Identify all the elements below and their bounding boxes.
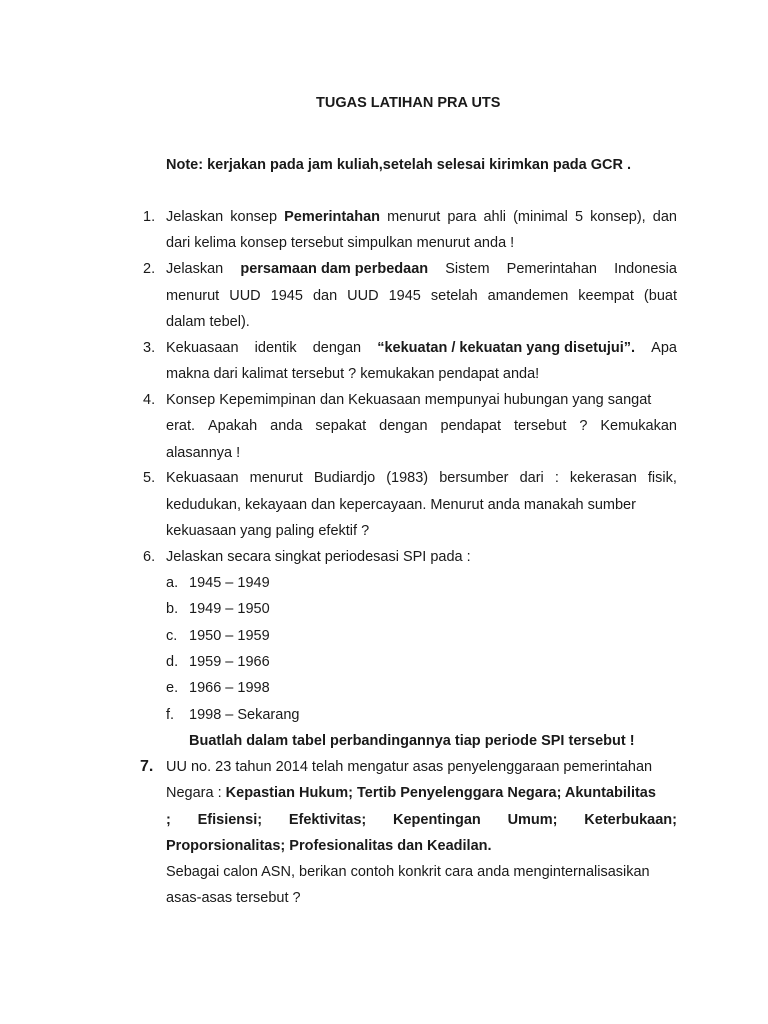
word: Kepentingan: [392, 812, 481, 828]
word: dari: [519, 470, 544, 486]
word: ;: [166, 812, 171, 828]
q6-item-text: 1959 – 1966: [189, 654, 270, 670]
word: Kemukakan: [600, 418, 677, 434]
word: fisik,: [647, 470, 677, 486]
q6-line-1: Jelaskan secara singkat periodesasi SPI pada :: [166, 549, 471, 565]
word: Jelaskan: [166, 209, 224, 225]
q5-number: 5.: [143, 470, 156, 486]
word: 1945: [270, 288, 303, 304]
q2-line-2: [166, 287, 677, 305]
word: Efektivitas;: [288, 812, 367, 828]
q1-number: 1.: [143, 209, 156, 225]
word: Keterbukaan;: [584, 812, 677, 828]
word: Kekuasaan: [166, 340, 239, 356]
word: setelah: [430, 288, 478, 304]
q6-item-label: e.: [166, 680, 179, 696]
word: anda: [270, 418, 303, 434]
q6-item-text: 1966 – 1998: [189, 680, 270, 696]
word: ahli: [483, 209, 507, 225]
word: Pemerintahan: [506, 261, 597, 277]
q1-line-2: dari kelima konsep tersebut simpulkan menurut anda !: [166, 235, 515, 251]
word-bold: “kekuatan / kekuatan yang disetujui”.: [377, 340, 636, 356]
q6-number: 6.: [143, 549, 156, 565]
q2-line-1: [166, 260, 677, 278]
word: Apakah: [207, 418, 258, 434]
word: identik: [254, 340, 297, 356]
document-title: TUGAS LATIHAN PRA UTS: [316, 95, 501, 111]
q5-line-2: kedudukan, kekayaan dan kepercayaan. Menurut anda manakah sumber: [166, 497, 636, 513]
word: Apa: [651, 340, 677, 356]
q6-item-label: a.: [166, 575, 179, 591]
q6-closing: Buatlah dalam tabel perbandingannya tiap periode SPI tersebut !: [189, 733, 635, 749]
text: Negara :: [166, 785, 226, 801]
word: sepakat: [315, 418, 367, 434]
word: bersumber: [439, 470, 509, 486]
word: Umum;: [507, 812, 558, 828]
q4-number: 4.: [143, 392, 156, 408]
word: (buat: [643, 288, 677, 304]
q2-number: 2.: [143, 261, 156, 277]
q7-line-1: UU no. 23 tahun 2014 telah mengatur asas penyelenggaraan pemerintahan: [166, 759, 653, 775]
word: 1945: [388, 288, 421, 304]
word: pendapat: [440, 418, 501, 434]
q7-line-3: [166, 811, 677, 829]
q6-item-text: 1945 – 1949: [189, 575, 270, 591]
word: :: [554, 470, 559, 486]
word: Jelaskan: [166, 261, 224, 277]
word: dan: [652, 209, 677, 225]
word: dengan: [379, 418, 428, 434]
q4-line-2: [166, 417, 677, 435]
word: (1983): [386, 470, 429, 486]
word: (minimal: [513, 209, 568, 225]
q6-item-label: f.: [166, 707, 175, 723]
word: kekerasan: [569, 470, 637, 486]
word: tersebut: [513, 418, 567, 434]
word: ?: [579, 418, 588, 434]
q7-number: 7.: [140, 758, 154, 775]
word: Kekuasaan: [166, 470, 239, 486]
q7-line-5: Sebagai calon ASN, berikan contoh konkrit cara anda menginternalisasikan: [166, 864, 650, 880]
word: 5: [574, 209, 584, 225]
word: Budiardjo: [313, 470, 376, 486]
word: erat.: [166, 418, 196, 434]
word-bold: Pemerintahan: [284, 209, 381, 225]
text-bold: Kepastian Hukum; Tertib Penyelenggara Negara; Akuntabilitas: [225, 785, 656, 801]
q6-item-label: d.: [166, 654, 179, 670]
word: dengan: [312, 340, 362, 356]
q4-line-1: Konsep Kepemimpinan dan Kekuasaan mempunyai hubungan yang sangat: [166, 392, 652, 408]
q5-line-1: [166, 469, 677, 487]
word: UUD: [229, 288, 261, 304]
word: amandemen: [487, 288, 569, 304]
word: menurut: [249, 470, 303, 486]
q6-item-text: 1998 – Sekarang: [189, 707, 300, 723]
note-text: Note: kerjakan pada jam kuliah,setelah selesai kirimkan pada GCR .: [166, 157, 631, 173]
word: Sistem: [445, 261, 490, 277]
q7-line-4: Proporsionalitas; Profesionalitas dan Keadilan.: [166, 838, 492, 854]
q3-number: 3.: [143, 340, 156, 356]
word: Indonesia: [614, 261, 677, 277]
word: para: [447, 209, 477, 225]
word: UUD: [347, 288, 379, 304]
q7-line-2: [166, 784, 656, 802]
word: menurut: [387, 209, 441, 225]
q7-line-6: asas-asas tersebut ?: [166, 890, 301, 906]
word: konsep: [230, 209, 278, 225]
q6-item-text: 1949 – 1950: [189, 601, 270, 617]
q6-item-text: 1950 – 1959: [189, 628, 270, 644]
word: keempat: [578, 288, 634, 304]
q3-line-1: [166, 339, 677, 357]
word: menurut: [166, 288, 220, 304]
q2-line-3: dalam tebel).: [166, 314, 250, 330]
q6-item-label: b.: [166, 601, 179, 617]
q4-line-3: alasannya !: [166, 445, 241, 461]
q5-line-3: kekuasaan yang paling efektif ?: [166, 523, 370, 539]
q1-line-1: [166, 208, 677, 226]
q6-item-label: c.: [166, 628, 178, 644]
q3-line-2: makna dari kalimat tersebut ? kemukakan pendapat anda!: [166, 366, 540, 382]
word: dan: [312, 288, 338, 304]
word: konsep),: [590, 209, 646, 225]
word: Efisiensi;: [197, 812, 263, 828]
word-bold: persamaan dam perbedaan: [240, 261, 429, 277]
